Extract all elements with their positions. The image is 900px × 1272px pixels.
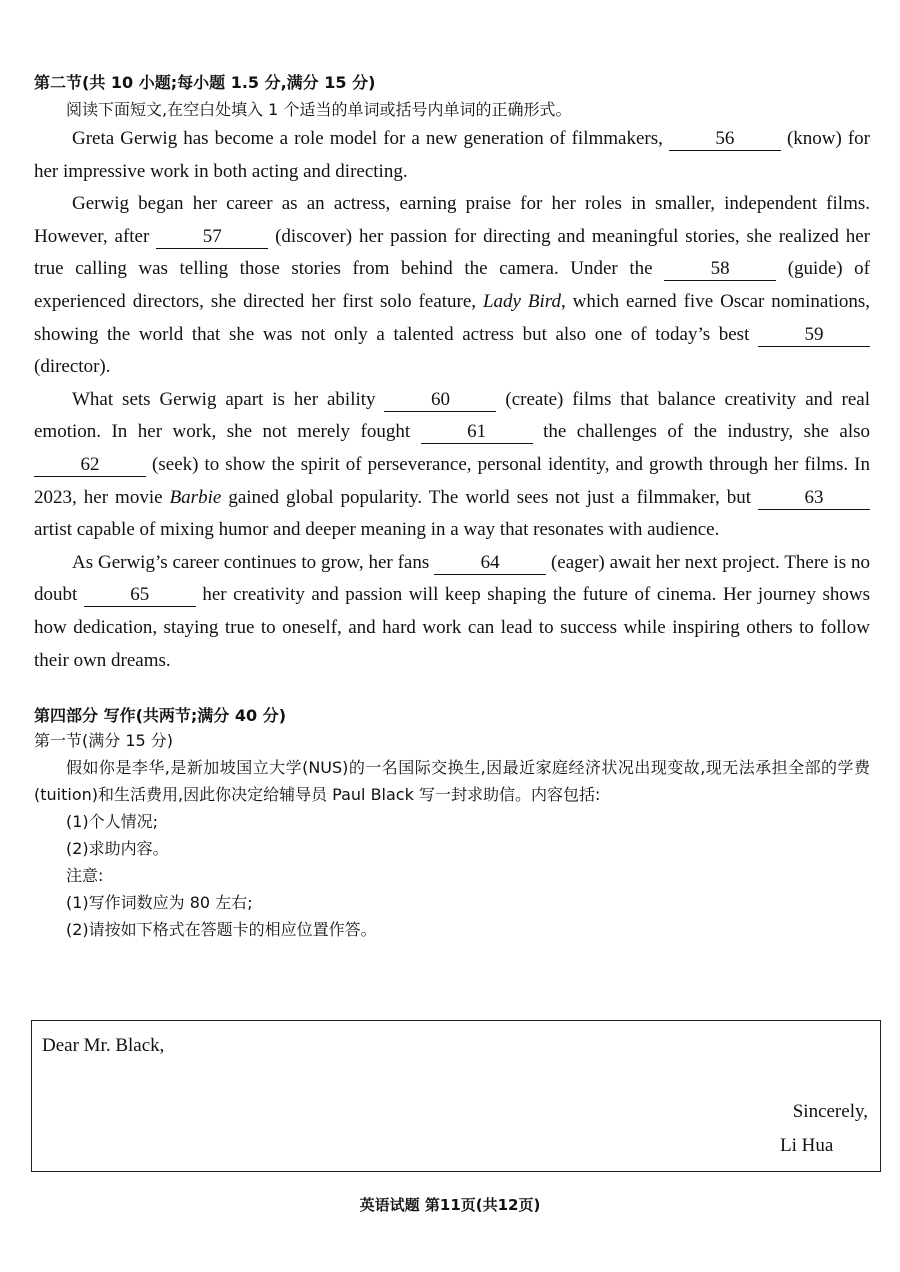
- letter-answer-box: [31, 1020, 881, 1172]
- letter-greeting: Dear Mr. Black,: [42, 1035, 165, 1056]
- p4-text-b: (eager) await her next project. There is no doubt: [34, 551, 871, 606]
- prompt-item-1: (1)个人情况;: [66, 812, 159, 832]
- p2-text-b: (discover) her passion for directing and meaningful stories, she realized her true calling was telling those stories from behind the camera. Under the: [34, 225, 870, 280]
- note-item-1: (1)写作词数应为 80 左右;: [66, 893, 253, 913]
- writing-prompt: 假如你是李华,是新加坡国立大学(NUS)的一名国际交换生,因最近家庭经济状况出现变故,现无法承担全部的学费(tuition)和生活费用,因此你决定给辅导员 Paul Black 写一封求助信。内容包括:: [34, 758, 870, 805]
- blank-57: 57: [156, 226, 268, 249]
- part4-section1-title: 第一节(满分 15 分): [34, 731, 174, 751]
- film-title-lady-bird: Lady Bird: [482, 290, 561, 312]
- p3-text-b: (create) films that balance creativity and real emotion. In her work, she not merely fought: [34, 388, 871, 443]
- paragraph-4: [34, 547, 870, 677]
- p3-text-f: artist capable of mixing humor and deeper meaning in a way that resonates with audience.: [34, 519, 720, 541]
- film-title-barbie: Barbie: [169, 486, 222, 508]
- section2-title: 第二节(共 10 小题;每小题 1.5 分,满分 15 分): [34, 73, 376, 92]
- p2-text-e: (director).: [34, 356, 111, 378]
- cloze-passage: [34, 123, 870, 677]
- paragraph-3: [34, 384, 870, 547]
- letter-signature: Li Hua: [780, 1135, 834, 1156]
- page-footer: 英语试题 第11页(共12页): [359, 1196, 541, 1214]
- blank-64: 64: [434, 552, 546, 575]
- blank-65: 65: [84, 584, 196, 607]
- p2-text-d: , which earned five Oscar nominations, showing the world that she was not only a talented actress but also one of today’s best: [34, 290, 871, 345]
- blank-61: 61: [421, 421, 533, 444]
- p3-text-e: gained global popularity. The world sees not just a filmmaker, but: [228, 486, 751, 508]
- p3-text-d: (seek) to show the spirit of perseverance, personal identity, and growth through her films. In 2023, her movie: [34, 453, 871, 508]
- blank-60: 60: [384, 389, 496, 412]
- blank-62: 62: [34, 454, 146, 477]
- blank-56: 56: [669, 128, 781, 151]
- blank-59: 59: [758, 324, 870, 347]
- part4-writing: [34, 705, 870, 943]
- blank-58: 58: [664, 258, 776, 281]
- note-label: 注意:: [66, 866, 104, 886]
- p4-text-a: As Gerwig’s career continues to grow, her fans: [72, 551, 430, 573]
- part4-title: 第四部分 写作(共两节;满分 40 分): [34, 706, 287, 726]
- p3-text-c: the challenges of the industry, she also: [543, 421, 871, 443]
- p1-text-b: (know) for her impressive work in both acting and directing.: [34, 128, 871, 182]
- exam-page: [34, 72, 870, 943]
- prompt-item-2: (2)求助内容。: [66, 839, 169, 859]
- letter-closing: Sincerely,: [792, 1101, 868, 1122]
- section2-instruction: 阅读下面短文,在空白处填入 1 个适当的单词或括号内单词的正确形式。: [66, 100, 572, 119]
- paragraph-1: [34, 123, 870, 188]
- p3-text-a: What sets Gerwig apart is her ability: [72, 388, 376, 410]
- p4-text-c: her creativity and passion will keep shaping the future of cinema. Her journey shows how dedication, staying true to oneself, and hard work can lead to success while inspiring others to follow their own dreams.: [34, 584, 870, 671]
- p2-text-a: Gerwig began her career as an actress, earning praise for her roles in smaller, independent films. However, after: [34, 193, 870, 247]
- note-item-2: (2)请按如下格式在答题卡的相应位置作答。: [66, 920, 377, 940]
- p1-text-a: Greta Gerwig has become a role model for a new generation of filmmakers,: [72, 128, 663, 149]
- p2-text-c: (guide) of experienced directors, she directed her first solo feature,: [34, 258, 870, 312]
- paragraph-2: [34, 188, 870, 384]
- blank-63: 63: [758, 487, 870, 510]
